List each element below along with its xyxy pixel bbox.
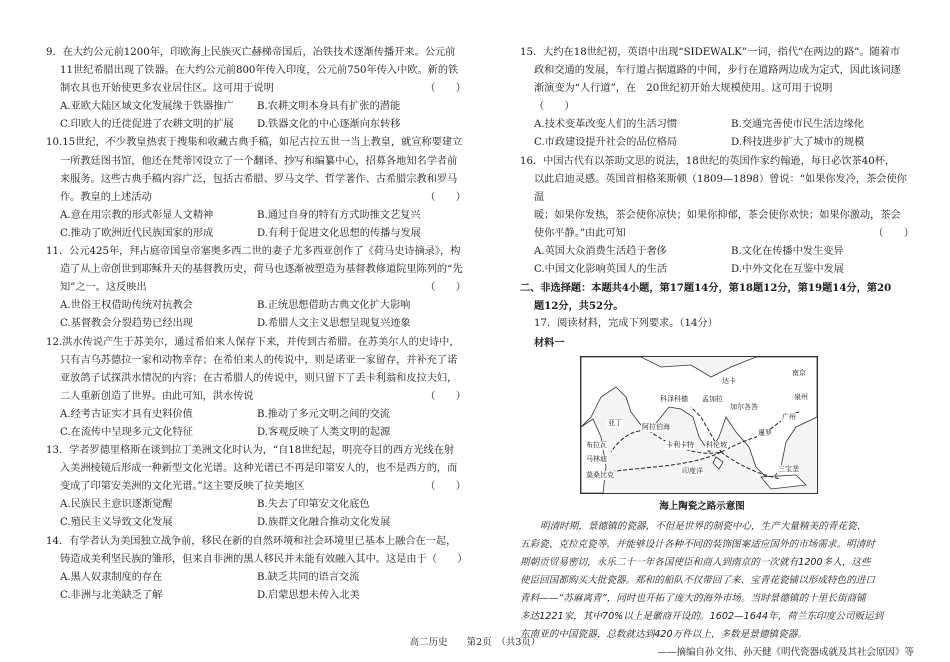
material-line: 使臣回国都购买大批瓷器。郑和的船队不仅带回了来、宝青花瓷铺以形成特色的进口 (520, 574, 875, 586)
option-a: A.技术变革改变人们的生活习惯 (534, 119, 678, 131)
q16-line: 暖；如果你发热，茶会使你凉快；如果你抑郁，茶会使你欢快；如果你激动，茶会 (534, 209, 901, 221)
option-c: C.印欧人的迁徙促进了农耕文明的扩展 (60, 119, 234, 131)
left-column (46, 44, 466, 605)
q11-options (60, 297, 466, 333)
option-c: C.非洲与北美缺乏了解 (60, 589, 163, 601)
option-b: B.农耕文明本身具有扩张的潜能 (257, 101, 401, 113)
option-d: D.铁器文化的中心逐渐向东转移 (257, 119, 401, 131)
map-label: 莫桑比克 (586, 470, 614, 479)
option-a: A.经考古证实才具有史料价值 (60, 408, 193, 420)
option-a: A.黑人奴隶制度的存在 (60, 571, 163, 583)
page-footer: 高二历史 第2页 （共3页） (409, 637, 541, 648)
answer-paren: （ ） (873, 227, 914, 239)
q10-line: 作。教皇的上述活动 (60, 191, 152, 203)
q15-line: 渐演变为“人行道”，在 20世纪初开始大规模使用。这可用于说明 (534, 83, 833, 95)
option-c: C.在流传中呈现多元文化特征 (60, 426, 193, 438)
option-a: A.世俗王权借助传统对抗教会 (60, 300, 193, 312)
option-b: B.交通完善使市民生活边缘化 (731, 119, 864, 131)
question-9 (46, 44, 466, 134)
map-label: 科泽科德 (660, 394, 688, 403)
q14-options (60, 569, 466, 605)
map-label: 加尔各答 (730, 402, 758, 411)
q12-line: 12.洪水传说产生于苏美尔，通过希伯来人保存下来，并传到古希腊。在苏美尔人的史诗中， (46, 336, 460, 348)
material-source: ——摘编自孙文伟、孙天健《明代瓷器成就及其社会原因》等 (657, 646, 914, 658)
option-d: D.族群文化融合推动文化发展 (257, 517, 391, 529)
question-14 (46, 533, 466, 605)
material-line: 明清时期，景德镇的瓷器，不但是世界的制瓷中心，生产大量精美的青花瓷、 (540, 520, 867, 532)
q9-line: 制农具也开始使更多农业居住区。这可用于说明 (60, 83, 274, 95)
question-11 (46, 243, 466, 333)
map-label: 马林迪 (586, 454, 607, 463)
answer-paren: （ ） (425, 481, 466, 493)
q17-prompt: 17．阅读材料，完成下列要求。（14分） (534, 318, 718, 330)
option-b: B.缺乏共同的语言交流 (257, 571, 360, 583)
option-c: C.中国文化影响英国人的生活 (534, 264, 667, 276)
answer-paren: （ ） (425, 191, 466, 203)
right-column (520, 44, 914, 662)
q10-options (60, 207, 466, 243)
q16-line: 16．中国古代有以茶助文思的说法，18世纪的英国作家约翰逊，每日必饮茶40杯， (520, 155, 896, 167)
q10-line: 一所教廷图书馆，他还在梵蒂冈设立了一个翻译、抄写和编纂中心，招募各地知名学者前 (60, 155, 458, 167)
map-label: 南京 (792, 368, 806, 377)
option-b: B.文化在传播中发生变异 (731, 246, 844, 258)
question-13 (46, 442, 466, 532)
material-text (520, 518, 914, 644)
option-d: D.客观反映了人类文明的起源 (257, 426, 391, 438)
q16-options (534, 243, 914, 279)
q15-line: 政和交通的发展，车行道占据道路的中间，步行在道路两边成为定式，因此该词逐 (534, 65, 901, 77)
option-c: C.殖民主义导致文化发展 (60, 517, 173, 529)
section-heading: 二、非选择题：本题共4小题，第17题14分，第18题12分，第19题14分，第20 (520, 282, 892, 295)
map-label: 达卡 (722, 376, 736, 385)
q11-line: 造了从上帝创世到耶稣升天的基督教历史，荷马也逐渐被塑造为基督教修道院里陈列的“先 (60, 264, 463, 276)
map-label: 暹罗 (758, 428, 772, 437)
map-label: 印度洋 (682, 466, 703, 475)
q15-line: 15．大约在18世纪初，英语中出现“SIDEWALK”一词，指代“在两边的路”。随着市 (520, 47, 901, 58)
q13-line: 入美洲棱镜后形成一种新型文化光谱。这种光谱已不再是印第安人的，也不是西方的，而 (60, 463, 458, 475)
question-15 (520, 44, 914, 153)
material-label: 材料一 (534, 336, 565, 349)
map-label: 孟加拉 (702, 394, 723, 403)
option-a: A.英国大众消费生活趋于奢侈 (534, 246, 667, 258)
answer-paren: （ ） (425, 282, 466, 294)
answer-paren: （ ） (425, 390, 466, 402)
q16-line: 使你平静。”由此可知 (534, 227, 626, 239)
material-line: 五彩瓷、克拉克瓷等，并能够设计各种不同的装饰图案适应国外的市场需求。明清时 (520, 538, 875, 550)
q12-line: 只有吉乌苏德拉一家和动物幸存；在希伯来人的传说中，则是诺亚一家留存，并补充了诺 (60, 354, 458, 366)
question-12 (46, 334, 466, 443)
map-caption: 海上陶瓷之路示意图 (659, 500, 745, 512)
question-10 (46, 134, 466, 243)
map-label: 泉州 (794, 392, 808, 401)
material-line: 期朝贡贸易密切，永乐二十一年各国使臣和商人到南京的一次就有1200多人，这些 (520, 556, 871, 568)
q10-line: 来服务。这些古典手稿内容广泛，包括古希腊、罗马文学、哲学著作、古希腊宗教和罗马 (60, 173, 458, 185)
material-line: 青料——“苏麻离青”，同时也开拓了庞大的海外市场。当时景德镇的十里长街商铺 (520, 592, 866, 604)
q11-line: 11．公元425年，拜占庭帝国皇帝塞奥多西二世的妻子尤多西亚创作了《荷马史诗摘录》，构 (46, 246, 461, 258)
q14-line: 铸造成美利坚民族的雏形，但来自非洲的黑人移民并未能有效融入其中。这是由于（ ） (60, 553, 468, 565)
q12-line: 亚放鸽子试探洪水情况的内容；在古希腊人的传说中，则只留下了丢卡利翁和皮拉夫妇， (60, 372, 458, 384)
q14-line: 14．有学者认为美国独立战争前，移民在新的自然环境和社会环境里已基本上融合在一起， (46, 535, 457, 547)
option-c: C.推动了欧洲近代民族国家的形成 (60, 227, 214, 239)
option-b: B.失去了印第安文化底色 (257, 499, 370, 511)
map-label: 卡利卡特 (666, 440, 694, 449)
option-c: C.市政建设提升社会的品位格局 (534, 137, 678, 149)
q15-options (534, 116, 914, 152)
map-label: 科伦坡 (706, 440, 727, 449)
section-heading: 题12分，共52分。 (534, 300, 624, 313)
option-a: A.亚欧大陆区域文化发展缘于铁器推广 (60, 101, 234, 113)
option-b: B.正统思想借助古典文化扩大影响 (257, 300, 411, 312)
q12-options (60, 406, 466, 442)
q9-line: 11世纪希腊出现了铁器。在大约公元前800年传入印度，公元前750年传入中欧。新的铁 (60, 65, 459, 77)
map-label: 亚丁 (608, 418, 622, 427)
material-line: 多达1221家，其中70%以上是徽商开设的。1602—1644年，荷兰东印度公司贩运到 (520, 610, 884, 622)
q10-line: 10.15世纪，不少教皇热衷于搜集和收藏古典手稿，如尼古拉五世一当上教皇，就宣称要建立 (46, 137, 463, 149)
map-label: 广州 (782, 412, 796, 421)
q13-line: 变成了印第安美洲的文化光谱。”这主要反映了拉美地区 (60, 481, 305, 493)
q9-line: 9．在大约公元前1200年，印欧海上民族灭亡赫梯帝国后，冶铁技术逐渐传播开来。公元前 (46, 47, 456, 58)
option-c: C.基督教会分裂趋势已经出现 (60, 318, 193, 330)
option-b: B.通过自身的特有方式助推文艺复兴 (257, 209, 421, 221)
q9-options (60, 98, 466, 134)
option-a: A.意在用宗教的形式彰显人文精神 (60, 209, 214, 221)
q13-line: 13．学者罗德里格斯在谈到拉丁美洲文化时认为，“自18世纪起，明亮夺目的西方光线在射 (46, 445, 455, 457)
q11-line: 知”之一。这反映出 (60, 282, 147, 294)
q12-line: 二人重新创造了世界。由此可知，洪水传说 (60, 390, 254, 402)
q15-line: （ ） (534, 101, 575, 113)
q13-options (60, 496, 466, 532)
option-d: D.中外文化在互鉴中发展 (731, 264, 844, 276)
option-d: D.科技进步扩大了城市的规模 (731, 137, 865, 149)
option-d: D.希腊人文主义思想呈现复兴迹象 (257, 318, 411, 330)
map-label: 阿拉伯海 (642, 422, 670, 431)
option-d: D.启蒙思想未传入北美 (257, 589, 360, 601)
material-line: 东南亚的中国瓷器，总数就达到420万件以上，多数是景德镇瓷器。 (520, 628, 807, 640)
option-a: A.民族民主意识逐渐觉醒 (60, 499, 173, 511)
option-b: B.推动了多元文明之间的交流 (257, 408, 390, 420)
question-16 (520, 153, 914, 280)
answer-paren: （ ） (425, 83, 466, 95)
map-label: 三宝垄 (778, 464, 799, 473)
map-label: 布拉瓦 (586, 440, 607, 449)
option-d: D.有利于促进文化思想的传播与发展 (257, 227, 421, 239)
maritime-route-map (580, 356, 818, 494)
q16-line: 以此启迪灵感。英国首相格莱斯顿（1809—1898）曾说：“如果你发冷，茶会使你温 (534, 173, 907, 203)
